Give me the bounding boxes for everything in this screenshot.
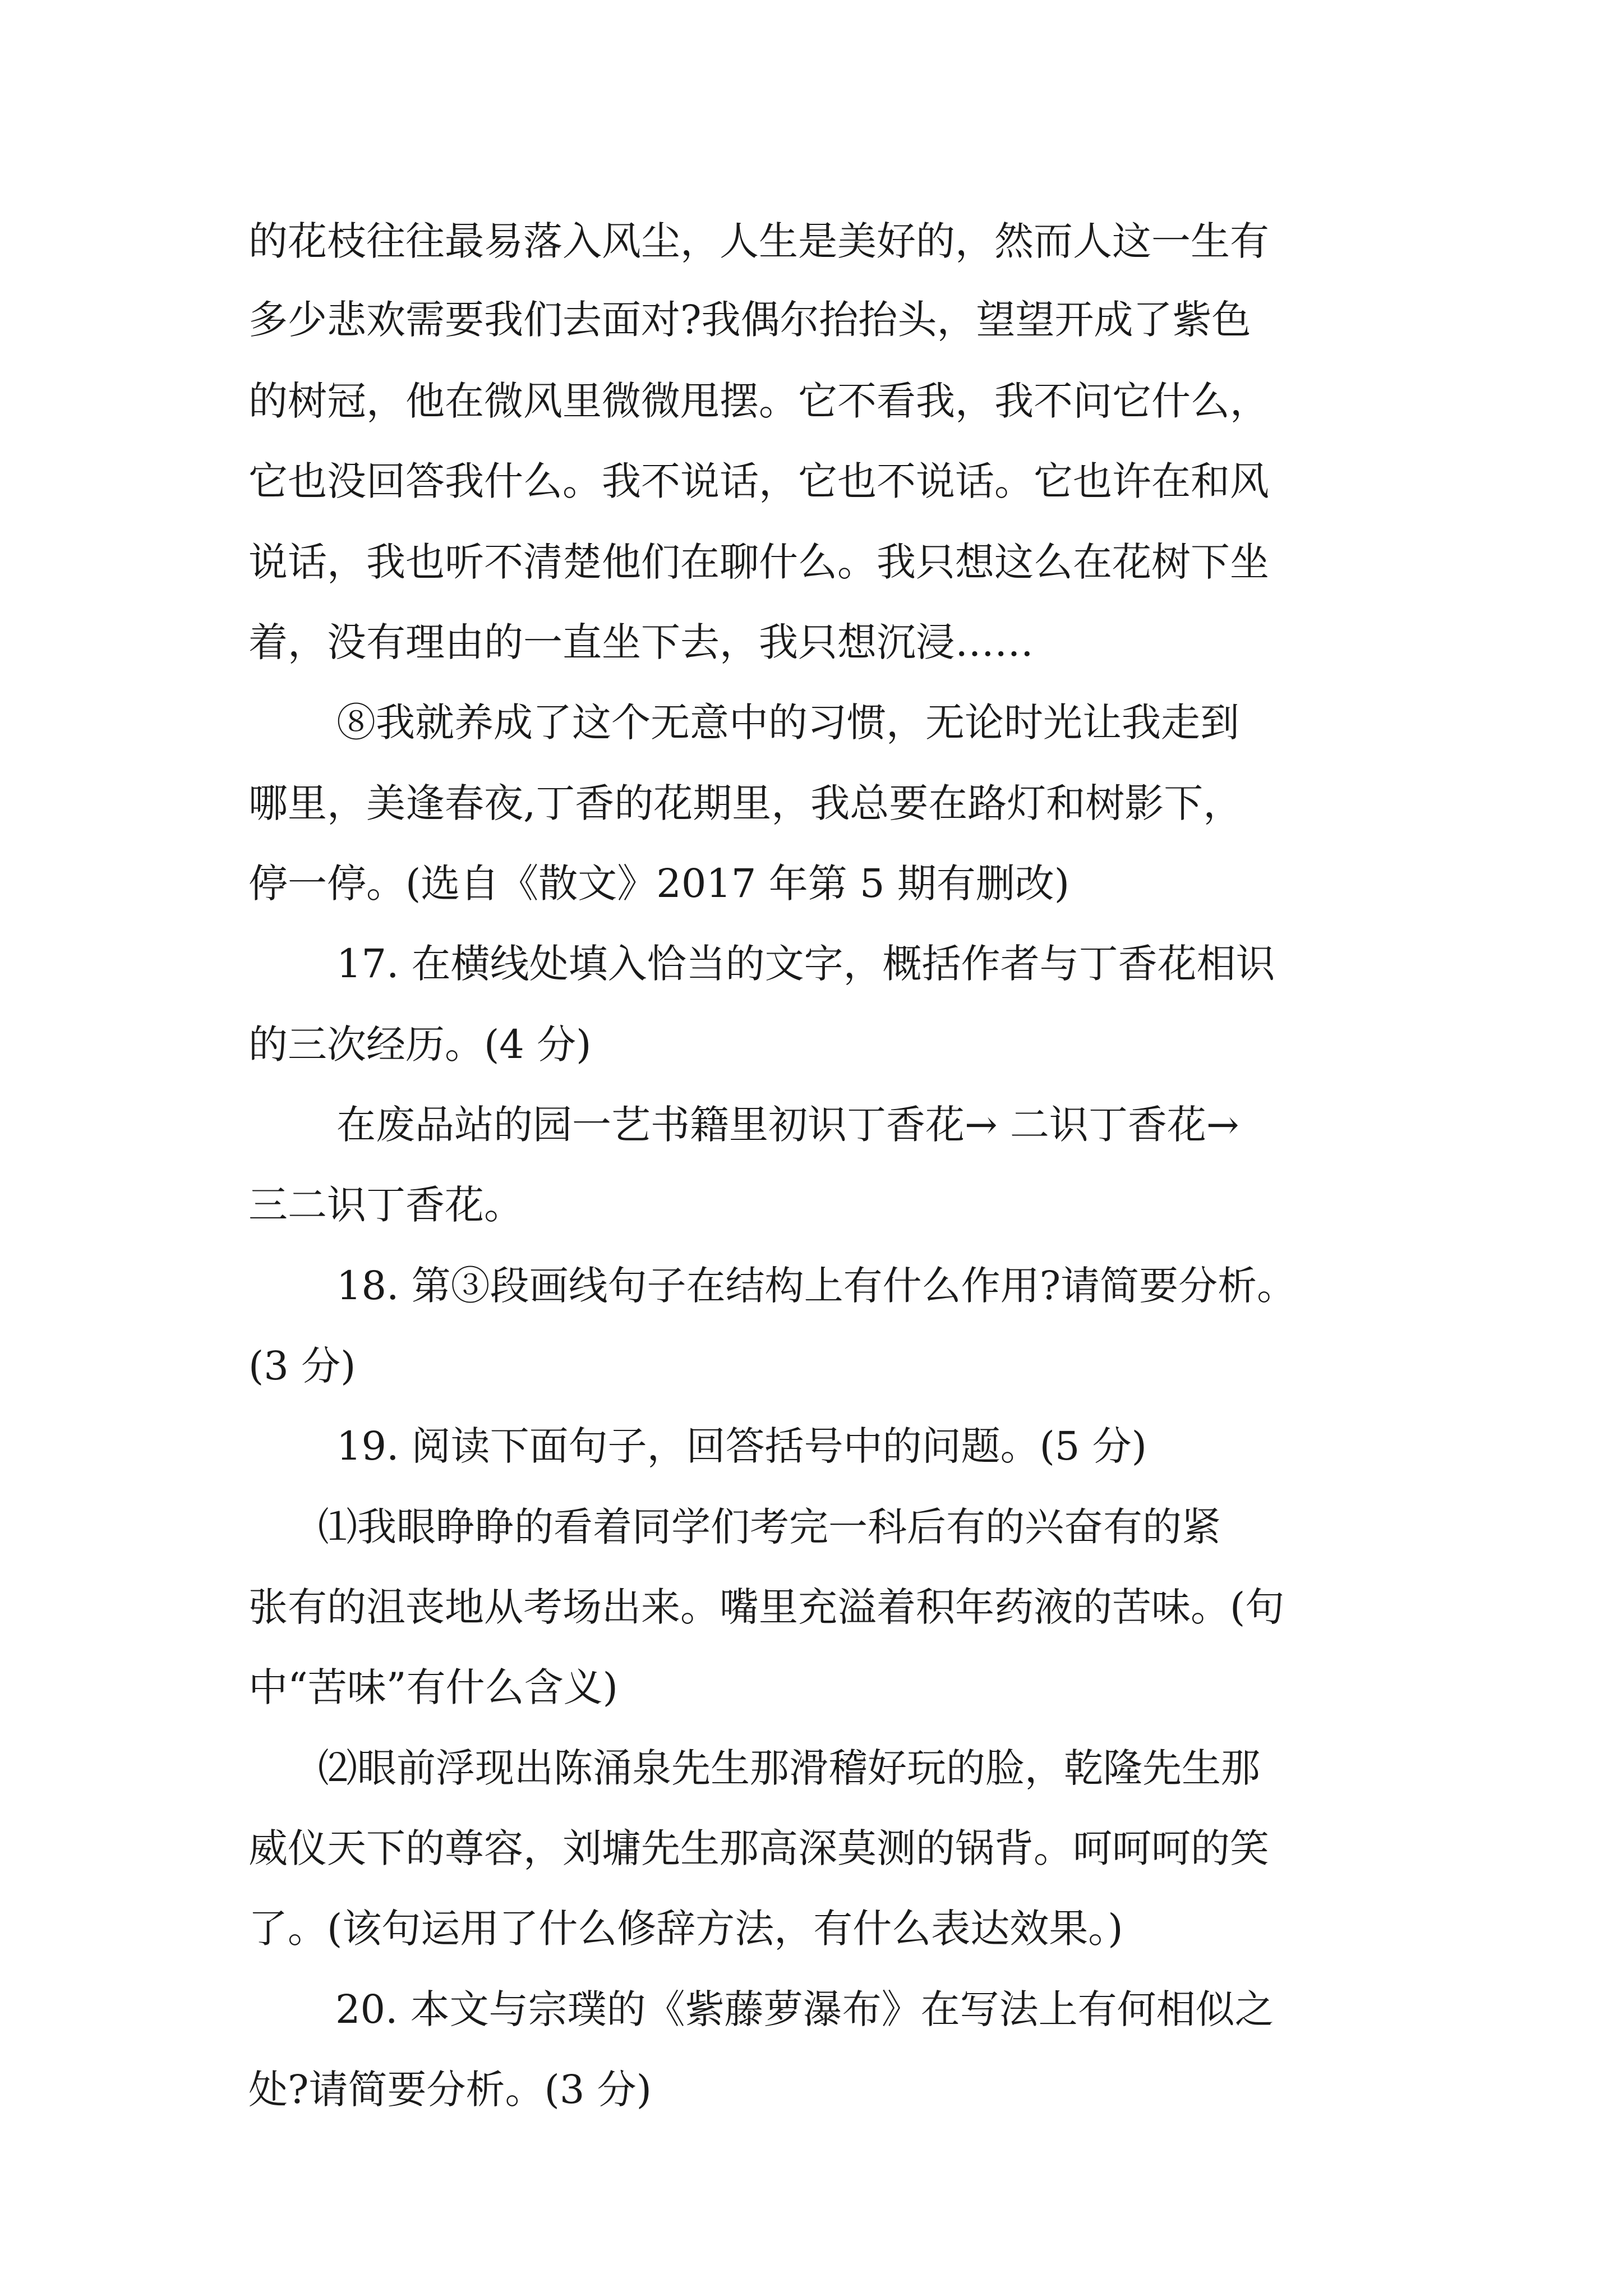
- question-20: 处?请简要分析。(3 分): [248, 2067, 652, 2113]
- question-19-part-2: 了。(该句运用了什么修辞方法，有什么表达效果。): [248, 1906, 1123, 1952]
- paragraph-8-line: 停一停。(选自《散文》2017 年第 5 期有删改): [248, 861, 1070, 907]
- question-20: 20. 本文与宗璞的《紫藤萝瀑布》在写法上有何相似之: [335, 1986, 1274, 2032]
- passage-line: 的花枝往往最易落入风尘，人生是美好的，然而人这一生有: [248, 218, 1269, 264]
- passage-line: 多少悲欢需要我们去面对?我偶尔抬抬头，望望开成了紫色: [248, 297, 1251, 343]
- question-19: 19. 阅读下面句子，回答括号中的问题。(5 分): [336, 1423, 1147, 1469]
- question-17: 17. 在横线处填入恰当的文字，概括作者与丁香花相识: [336, 941, 1275, 987]
- question-18: (3 分): [248, 1343, 356, 1389]
- question-19-part-1: 张有的沮丧地从考场出来。嘴里充溢着积年药液的苦味。(句: [248, 1584, 1285, 1630]
- paragraph-8-line: ⑧我就养成了这个无意中的习惯，无论时光让我走到: [336, 700, 1239, 746]
- passage-line: 的树冠，他在微风里微微甩摆。它不看我，我不问它什么，: [248, 378, 1269, 424]
- question-19-part-2: ⑵眼前浮现出陈涌泉先生那滑稽好玩的脸，乾隆先生那: [318, 1745, 1260, 1791]
- passage-line: 它也没回答我什么。我不说话，它也不说话。它也许在和风: [248, 458, 1269, 504]
- paragraph-8-line: 哪里，美逢春夜,丁香的花期里，我总要在路灯和树影下，: [248, 780, 1243, 826]
- passage-line: 着，没有理由的一直坐下去，我只想沉浸……: [248, 619, 1034, 665]
- passage-line: 说话，我也听不清楚他们在聊什么。我只想这么在花树下坐: [248, 539, 1269, 585]
- question-19-part-1: 中“苦味”有什么含义): [248, 1664, 618, 1710]
- question-18: 18. 第③段画线句子在结构上有什么作用?请简要分析。: [336, 1263, 1297, 1309]
- question-17-answer: 三二识丁香花。: [248, 1182, 523, 1228]
- question-19-part-1: ⑴我眼睁睁的看着同学们考完一科后有的兴奋有的紧: [318, 1504, 1221, 1550]
- question-19-part-2: 威仪天下的尊容，刘墉先生那高深莫测的锅背。呵呵呵的笑: [248, 1825, 1269, 1871]
- question-17-answer: 在废品站的园一艺书籍里初识丁香花→ 二识丁香花→: [336, 1102, 1239, 1148]
- question-17: 的三次经历。(4 分): [248, 1022, 592, 1068]
